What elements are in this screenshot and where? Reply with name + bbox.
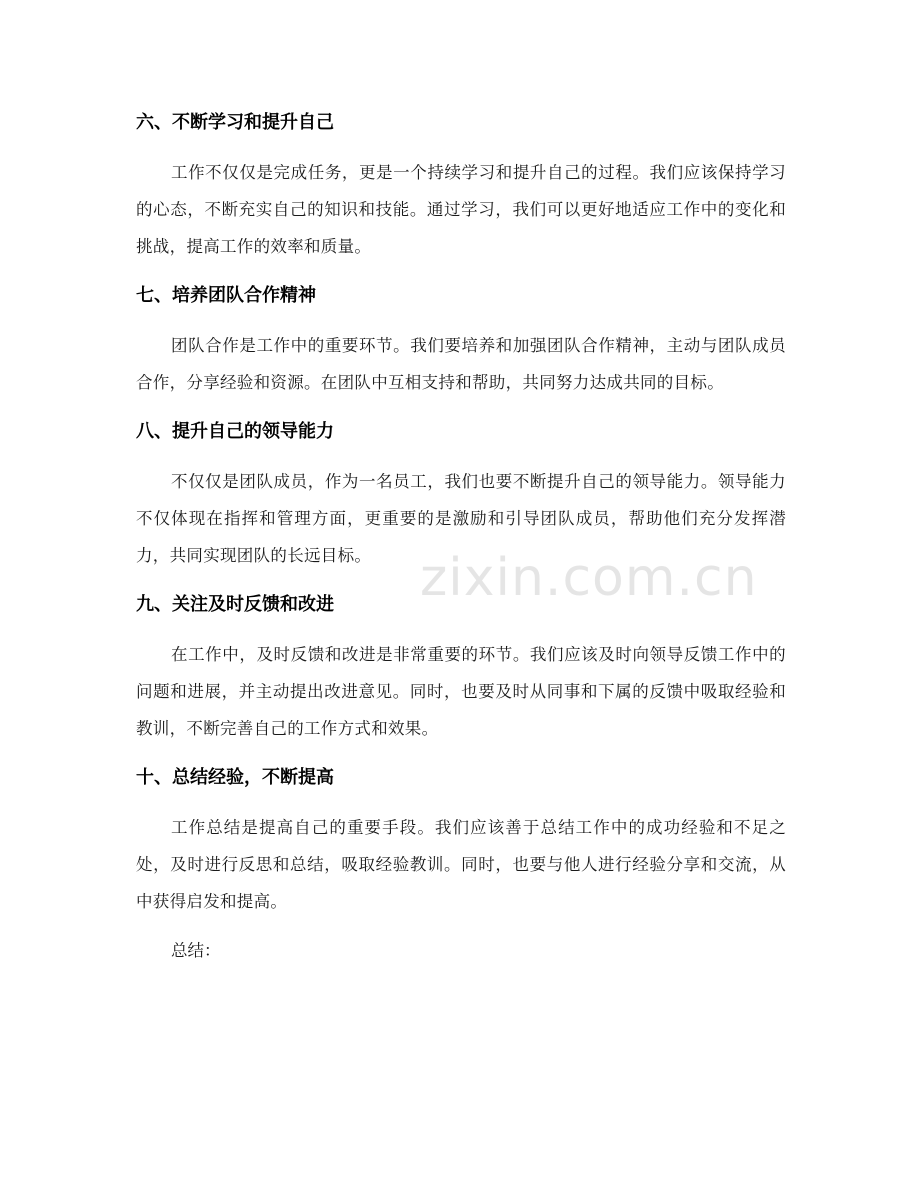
section-8 [136, 413, 786, 574]
section-paragraph: 在工作中，及时反馈和改进是非常重要的环节。我们应该及时向领导反馈工作中的问题和进展，并主动提出改进意见。同时，也要及时从同事和下属的反馈中吸取经验和教训，不断完善自己的工作方式和效果。 [136, 645, 786, 738]
section-heading: 十、总结经验，不断提高 [136, 767, 334, 788]
section-heading: 八、提升自己的领导能力 [136, 421, 334, 442]
document-content [136, 104, 786, 969]
section-heading: 六、不断学习和提升自己 [136, 112, 334, 133]
summary-label: 总结： [171, 941, 221, 960]
section-paragraph: 团队合作是工作中的重要环节。我们要培养和加强团队合作精神，主动与团队成员合作，分享经验和资源。在团队中互相支持和帮助，共同努力达成共同的目标。 [136, 336, 786, 392]
section-heading: 九、关注及时反馈和改进 [136, 594, 334, 615]
section-paragraph: 工作总结是提高自己的重要手段。我们应该善于总结工作中的成功经验和不足之处，及时进行反思和总结，吸取经验教训。同时，也要与他人进行经验分享和交流，从中获得启发和提高。 [136, 818, 786, 911]
section-6 [136, 104, 786, 265]
section-9 [136, 586, 786, 747]
watermark-text: zixin.com.cn [420, 548, 758, 608]
section-paragraph: 不仅仅是团队成员，作为一名员工，我们也要不断提升自己的领导能力。领导能力不仅体现在指挥和管理方面，更重要的是激励和引导团队成员，帮助他们充分发挥潜力，共同实现团队的长远目标。 [136, 472, 786, 565]
section-7 [136, 277, 786, 401]
section-paragraph: 工作不仅仅是完成任务，更是一个持续学习和提升自己的过程。我们应该保持学习的心态，不断充实自己的知识和技能。通过学习，我们可以更好地适应工作中的变化和挑战，提高工作的效率和质量。 [136, 163, 786, 256]
section-10 [136, 759, 786, 920]
section-heading: 七、培养团队合作精神 [136, 285, 316, 306]
